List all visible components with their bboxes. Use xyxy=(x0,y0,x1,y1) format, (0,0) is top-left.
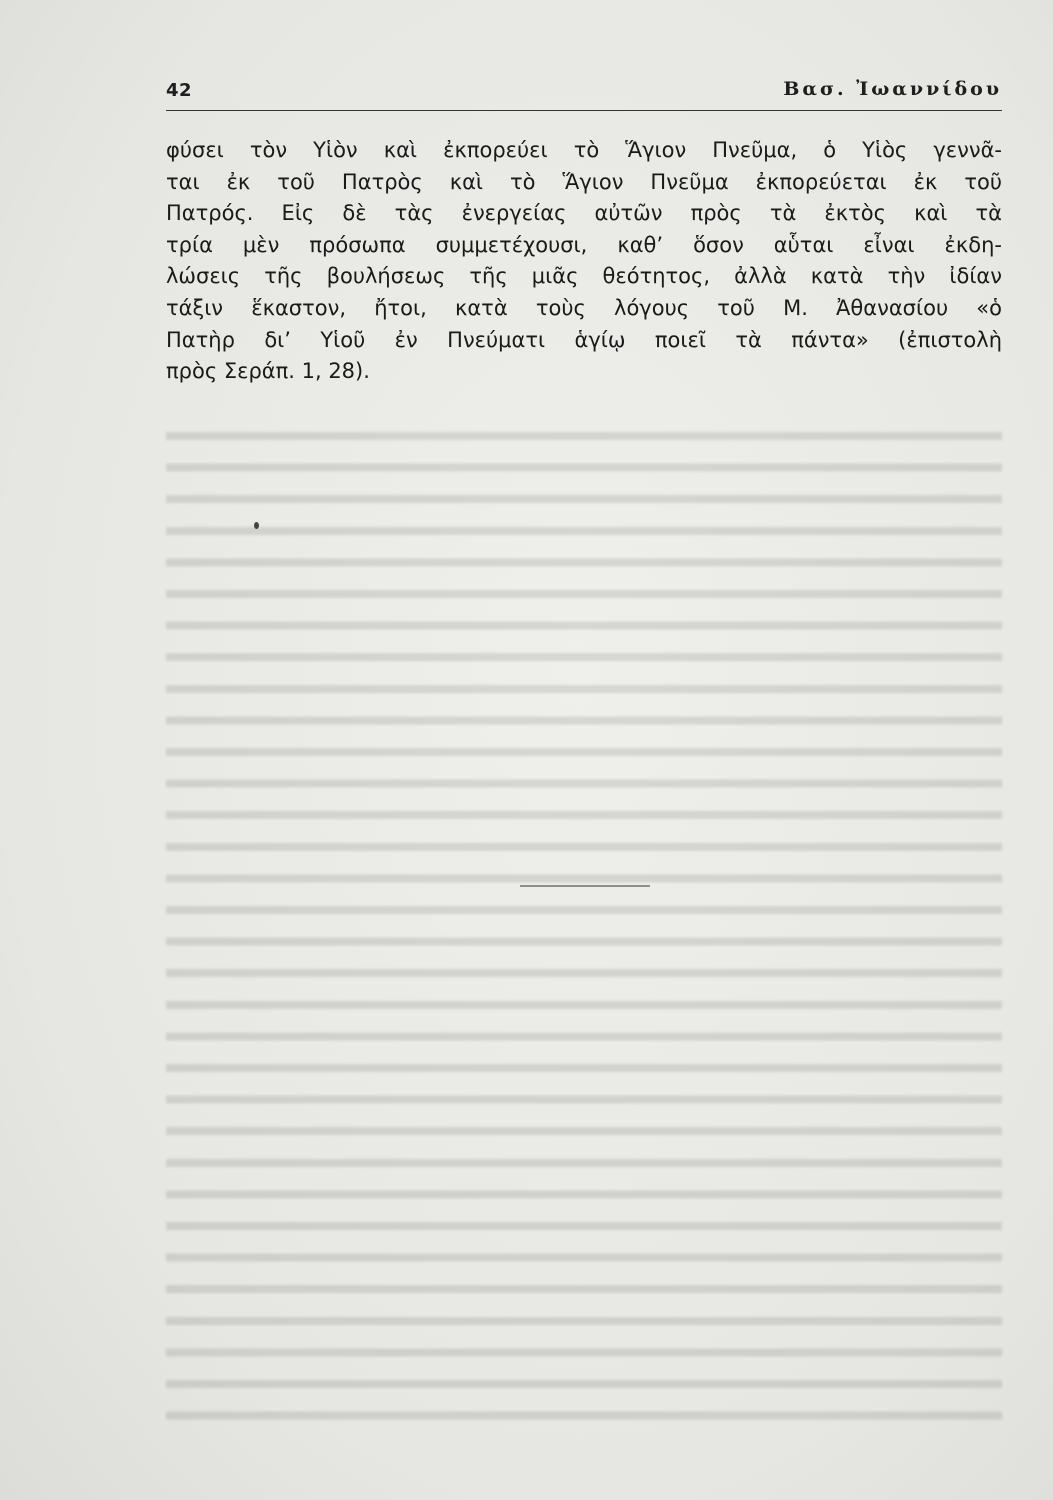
text-line: Πατρός. Εἰς δὲ τὰς ἐνεργείας αὐτῶν πρὸς τὰ ἐκτὸς καὶ τὰ xyxy=(166,201,1002,226)
page-header xyxy=(166,74,1002,114)
text-line: λώσεις τῆς βουλήσεως τῆς μιᾶς θεότητος, ἀλλὰ κατὰ τὴν ἰδίαν xyxy=(166,264,1002,289)
text-line: τρία μὲν πρόσωπα συμμετέχουσι, καθ’ ὅσον αὗται εἶναι ἐκδη- xyxy=(166,232,1002,257)
text-line: τάξιν ἕκαστον, ἤτοι, κατὰ τοὺς λόγους τοῦ Μ. Ἀθανασίου «ὁ xyxy=(166,295,1002,320)
header-rule xyxy=(166,110,1002,111)
text-line: ται ἐκ τοῦ Πατρὸς καὶ τὸ Ἅγιον Πνεῦμα ἐκπορεύεται ἐκ τοῦ xyxy=(166,169,1002,194)
ink-speck xyxy=(254,522,259,529)
running-head: Βασ. Ἰωαννίδου xyxy=(783,78,1002,100)
text-line: Πατὴρ δι’ Υἱοῦ ἐν Πνεύματι ἁγίῳ ποιεῖ τὰ πάντα» (ἐπιστολὴ xyxy=(166,327,1002,352)
body-paragraph xyxy=(166,135,1002,388)
show-through-rule xyxy=(520,885,650,887)
text-line: φύσει τὸν Υἱὸν καὶ ἐκπορεύει τὸ Ἅγιον Πνεῦμα, ὁ Υἱὸς γεννᾶ- xyxy=(166,138,1002,162)
page-number: 42 xyxy=(166,80,193,101)
show-through-text xyxy=(166,420,1002,1420)
text-line: πρὸς Σεράπ. 1, 28). xyxy=(166,359,370,384)
